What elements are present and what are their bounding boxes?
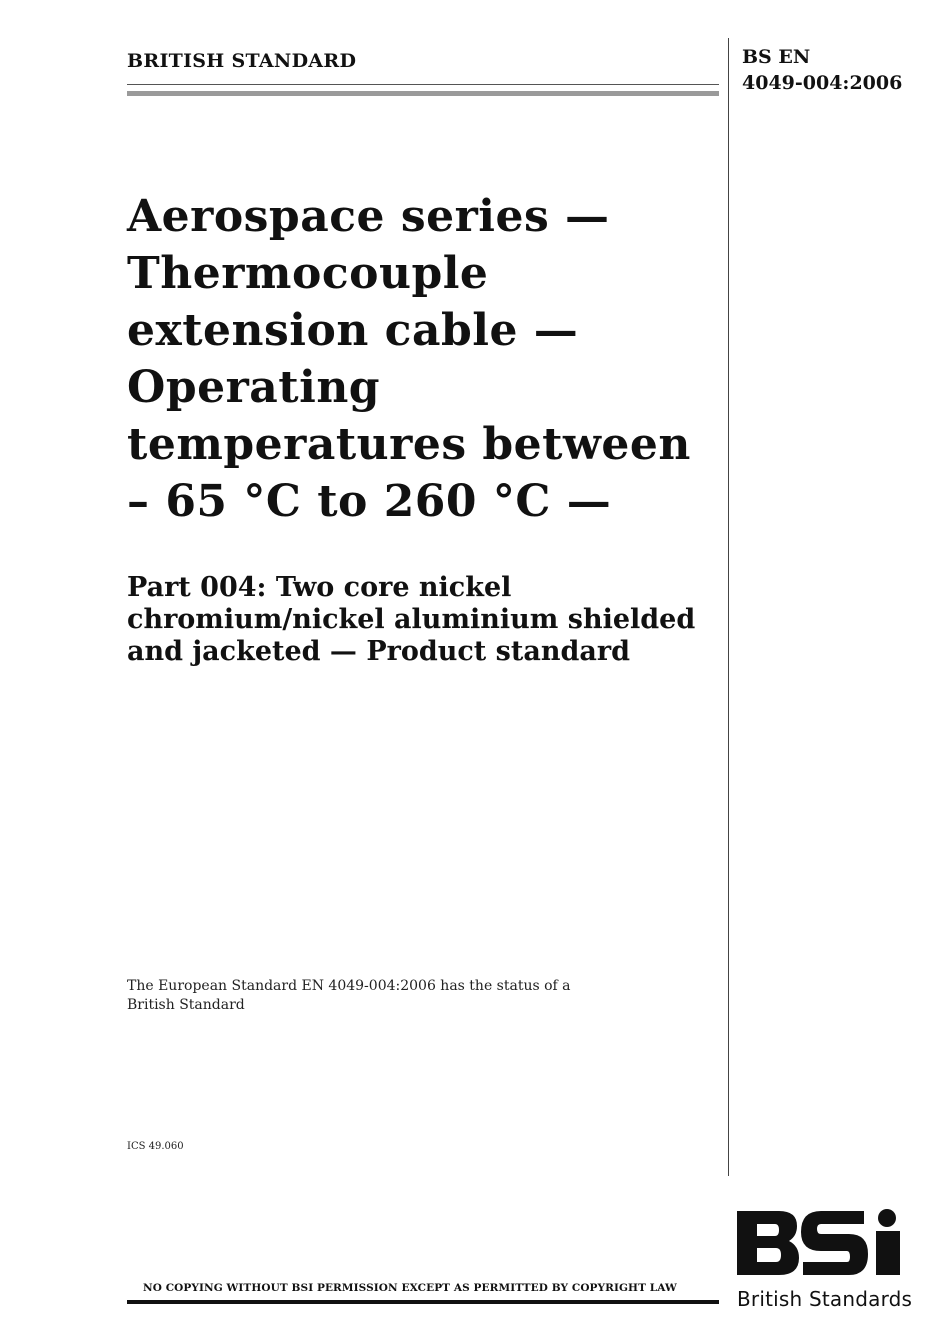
status-note-line-1: The European Standard EN 4049-004:2006 has the status of a [127, 978, 571, 994]
subtitle-line: chromium/nickel aluminium shielded [127, 604, 696, 635]
title-line: extension cable — [127, 305, 579, 356]
title-line: Operating [127, 362, 381, 413]
document-number-line-2: 4049-004:2006 [742, 72, 903, 94]
subtitle-line: and jacketed — Product standard [127, 636, 630, 667]
document-number [742, 44, 902, 96]
logo-caption: British Standards [737, 1287, 913, 1311]
status-note [127, 977, 571, 1015]
header-divider-thin [127, 84, 719, 85]
subtitle-line: Part 004: Two core nickel [127, 572, 512, 603]
standard-type-label: BRITISH STANDARD [127, 50, 357, 72]
header-divider-thick [127, 91, 719, 96]
document-number-line-1: BS EN [742, 46, 811, 68]
footer-divider [127, 1300, 719, 1304]
title-line: Aerospace series — [127, 191, 610, 242]
document-subtitle [127, 572, 727, 668]
title-line: Thermocouple [127, 248, 489, 299]
title-line: temperatures between [127, 419, 691, 470]
vertical-divider [728, 38, 729, 1176]
copyright-notice: NO COPYING WITHOUT BSI PERMISSION EXCEPT AS PERMITTED BY COPYRIGHT LAW [143, 1282, 677, 1294]
status-note-line-2: British Standard [127, 997, 245, 1013]
title-line: – 65 °C to 260 °C — [127, 476, 612, 527]
document-title [127, 188, 727, 530]
ics-code: ICS 49.060 [127, 1141, 184, 1152]
